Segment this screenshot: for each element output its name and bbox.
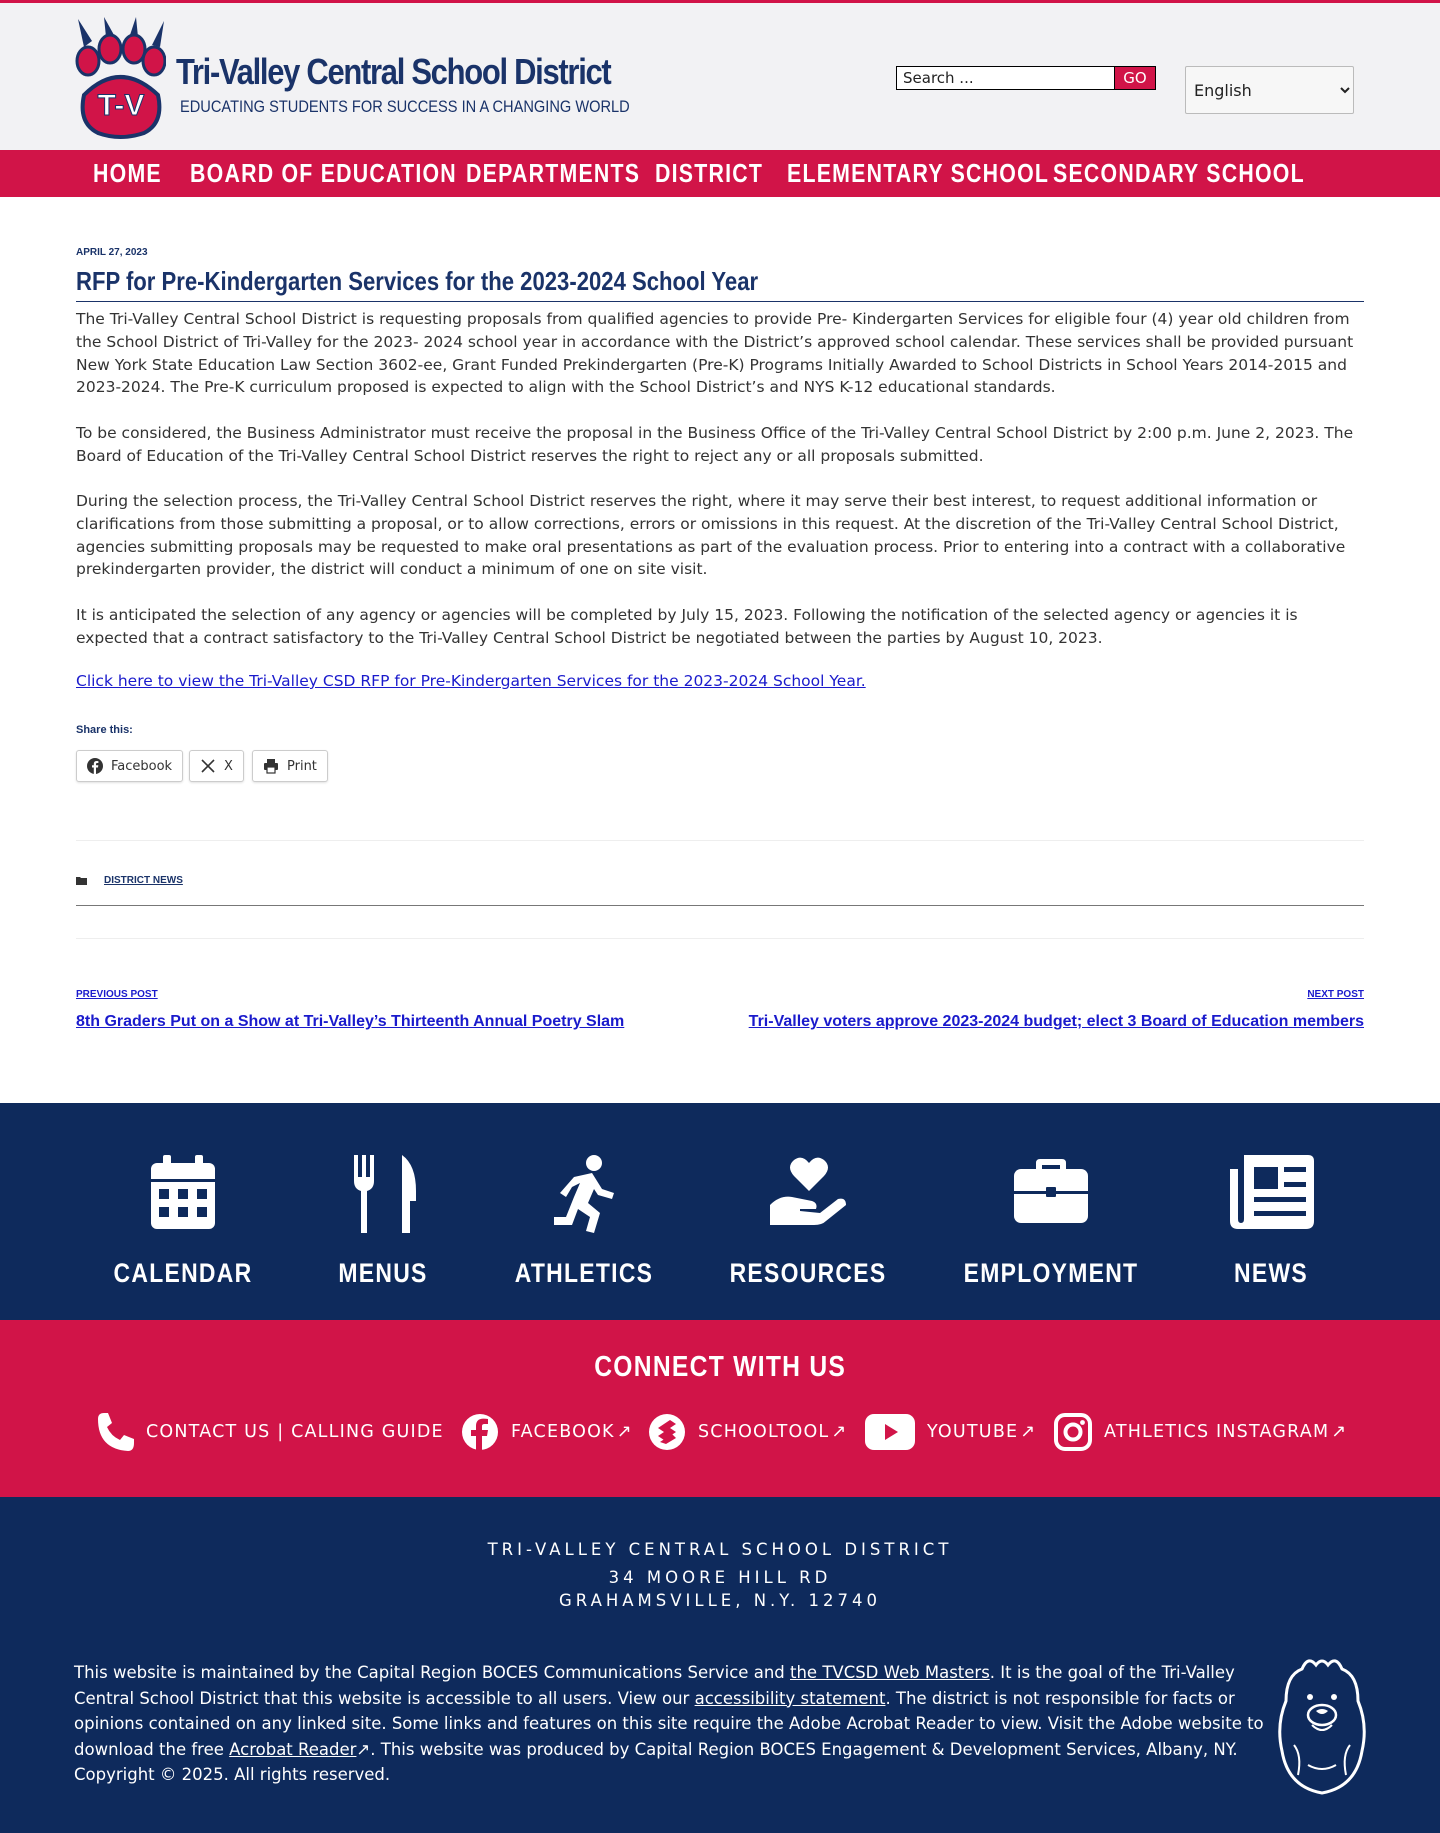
- nav-elementary-school[interactable]: ELEMENTARY SCHOOL: [787, 158, 1050, 188]
- external-link-icon: ↗: [356, 1739, 371, 1759]
- employment-label[interactable]: EMPLOYMENT: [963, 1258, 1139, 1288]
- rfp-document-link[interactable]: Click here to view the Tri-Valley CSD RFP for Pre-Kindergarten Services for the 2023-2024 School Year.: [76, 672, 866, 690]
- phone-icon: [96, 1413, 134, 1451]
- nav-home[interactable]: HOME: [93, 158, 162, 188]
- divider: [76, 905, 1364, 906]
- site-title[interactable]: Tri-Valley Central School District: [176, 51, 611, 92]
- newspaper-icon: [1230, 1155, 1314, 1229]
- athletics-instagram-link[interactable]: [1054, 1412, 1347, 1452]
- share-x-label: X: [224, 758, 233, 774]
- footer-street: 34 MOORE HILL RD: [608, 1568, 832, 1587]
- resources-label[interactable]: RESOURCES: [729, 1258, 887, 1288]
- band-notch: [690, 1090, 750, 1120]
- language-select[interactable]: [1185, 66, 1354, 114]
- accessibility-statement-link[interactable]: accessibility statement: [694, 1688, 886, 1708]
- news-label[interactable]: NEWS: [1234, 1258, 1308, 1288]
- contact-us-label: CONTACT US | CALLING GUIDE: [146, 1422, 444, 1442]
- share-x-button[interactable]: [189, 750, 244, 782]
- briefcase-icon: [1014, 1155, 1088, 1223]
- post-date: APRIL 27, 2023: [76, 247, 148, 258]
- web-masters-link[interactable]: the TVCSD Web Masters: [790, 1663, 990, 1682]
- employment-link[interactable]: [1014, 1155, 1088, 1223]
- athletics-instagram-label: ATHLETICS INSTAGRAM: [1104, 1422, 1330, 1442]
- fork-knife-icon: [350, 1155, 418, 1233]
- athletics-link[interactable]: [552, 1155, 616, 1233]
- resources-link[interactable]: [770, 1155, 848, 1225]
- post-paragraph-1: The Tri-Valley Central School District is requesting proposals from qualified agencies to provide Pre- Kindergarten Services for eligible four (4) year old children from the School District of Tri-Valley for the 2023- 2024 school year in accordance with the District’s approved school calendar. These services shall be provided pursuant New York State Education Law Section 3602-ee, Grant Funded Prekindergarten (Pre-K) Programs Initially Awarded to School Districts in School Years 2014-2015 and 2023-2024. The Pre-K curriculum proposed is expected to align with the School District’s and NYS K-12 educational standards.: [76, 310, 1354, 397]
- running-person-icon: [552, 1155, 616, 1233]
- post-paragraph-3: During the selection process, the Tri-Valley Central School District reserves the right, where it may serve their best interest, to request additional information or clarifications from those submitting a proposal, or to allow corrections, errors or omissions in this request. At the discretion of the Tri-Valley Central School District, agencies submitting proposals may be requested to make oral presentations as part of the evaluation process. Prior to entering into a contract with a collaborative prekindergarten provider, the district will conduct a minimum of one on site visit.: [76, 492, 1346, 579]
- calendar-label[interactable]: CALENDAR: [113, 1258, 253, 1288]
- news-link[interactable]: [1230, 1155, 1314, 1229]
- divider: [76, 938, 1364, 939]
- facebook-link[interactable]: [461, 1412, 633, 1452]
- bear-mascot-icon: [1272, 1655, 1372, 1795]
- calendar-icon: [151, 1155, 215, 1229]
- post-title: [76, 266, 1364, 302]
- connect-title-text: CONNECT WITH US: [594, 1351, 846, 1383]
- share-facebook-label: Facebook: [111, 758, 173, 774]
- acrobat-reader-link[interactable]: Acrobat Reader: [229, 1739, 357, 1759]
- menus-label[interactable]: MENUS: [338, 1258, 428, 1288]
- instagram-icon: [1054, 1413, 1092, 1451]
- legal-text: This website is maintained by the Capital Region BOCES Communications Service and: [74, 1663, 790, 1682]
- connect-band: [0, 1320, 1440, 1497]
- legal-text: . The district is not responsible for facts or opinions contained on any linked site. Some links and features on this site require the Adobe Acrobat Reader to view. Visit the Adobe website to download the free: [74, 1688, 1264, 1759]
- nav-district[interactable]: DISTRICT: [655, 158, 764, 188]
- x-icon: [200, 758, 216, 774]
- legal-text: . It is the goal of the Tri-Valley Central School District that this website is accessible to all users. View our: [74, 1663, 1235, 1708]
- external-link-icon: ↗: [1020, 1422, 1037, 1442]
- schooltool-label: SCHOOLTOOL: [698, 1422, 830, 1442]
- athletics-label[interactable]: ATHLETICS: [514, 1258, 654, 1288]
- youtube-icon: [865, 1414, 915, 1450]
- share-label: Share this:: [76, 724, 133, 736]
- previous-post-link[interactable]: 8th Graders Put on a Show at Tri-Valley’s Thirteenth Annual Poetry Slam: [76, 1013, 625, 1030]
- menus-link[interactable]: [350, 1155, 418, 1233]
- nav-secondary-school[interactable]: SECONDARY SCHOOL: [1053, 158, 1305, 188]
- paw-logo-icon[interactable]: [74, 17, 166, 141]
- facebook-icon: [461, 1413, 499, 1451]
- printer-icon: [263, 758, 279, 774]
- footer-district-name: TRI-VALLEY CENTRAL SCHOOL DISTRICT: [487, 1540, 953, 1559]
- share-print-label: Print: [287, 758, 317, 774]
- facebook-icon: [87, 758, 103, 774]
- hand-heart-icon: [770, 1155, 848, 1225]
- main-nav: [0, 150, 1440, 197]
- footer-legal-text: [74, 1660, 1264, 1788]
- legal-text: . This website was produced by Capital Region BOCES Engagement & Development Services, Albany, NY. Copyright © 2025. All rights reserved.: [74, 1739, 1238, 1784]
- site-header: [0, 0, 1440, 150]
- connect-title: [0, 1351, 1440, 1384]
- footer-city: GRAHAMSVILLE, N.Y. 12740: [558, 1591, 882, 1610]
- nav-board-of-education[interactable]: BOARD OF EDUCATION: [190, 158, 457, 188]
- search-go-button[interactable]: GO: [1114, 66, 1156, 90]
- share-print-button[interactable]: [252, 750, 328, 782]
- previous-post-label[interactable]: PREVIOUS POST: [76, 989, 158, 1000]
- youtube-label: YOUTUBE: [927, 1422, 1019, 1442]
- share-facebook-button[interactable]: [76, 750, 183, 782]
- external-link-icon: ↗: [616, 1422, 633, 1442]
- next-post-link[interactable]: Tri-Valley voters approve 2023-2024 budget; elect 3 Board of Education members: [748, 1013, 1364, 1030]
- nav-departments[interactable]: DEPARTMENTS: [466, 158, 641, 188]
- search-input[interactable]: [896, 66, 1115, 90]
- post-paragraph-2: To be considered, the Business Administrator must receive the proposal in the Business Office of the Tri-Valley Central School District by 2:00 p.m. June 2, 2023. The Board of Education of the Tri-Valley Central School District reserves the right to reject any or all proposals submitted.: [76, 424, 1354, 465]
- schooltool-icon: [648, 1413, 686, 1451]
- calendar-link[interactable]: [151, 1155, 215, 1229]
- divider: [76, 840, 1364, 841]
- schooltool-link[interactable]: [648, 1412, 847, 1452]
- post-title-text: RFP for Pre-Kindergarten Services for the 2023-2024 School Year: [76, 266, 759, 296]
- external-link-icon: ↗: [831, 1422, 848, 1442]
- post-paragraph-4: It is anticipated the selection of any agency or agencies will be completed by July 15, 2023. Following the notification of the selected agency or agencies it is expected that a contract satisfactory to the Tri-Valley Central School District be negotiated between the parties by August 10, 2023.: [76, 606, 1298, 647]
- youtube-link[interactable]: [865, 1412, 1036, 1452]
- svg-text:T-V: T-V: [97, 89, 145, 122]
- site-tagline: EDUCATING STUDENTS FOR SUCCESS IN A CHANGING WORLD: [180, 97, 630, 116]
- external-link-icon: ↗: [1331, 1422, 1348, 1442]
- contact-us-link[interactable]: [96, 1412, 444, 1452]
- next-post-label[interactable]: NEXT POST: [1307, 989, 1364, 1000]
- folder-icon: [76, 876, 88, 886]
- facebook-label: FACEBOOK: [511, 1422, 615, 1442]
- category-link[interactable]: DISTRICT NEWS: [104, 875, 183, 886]
